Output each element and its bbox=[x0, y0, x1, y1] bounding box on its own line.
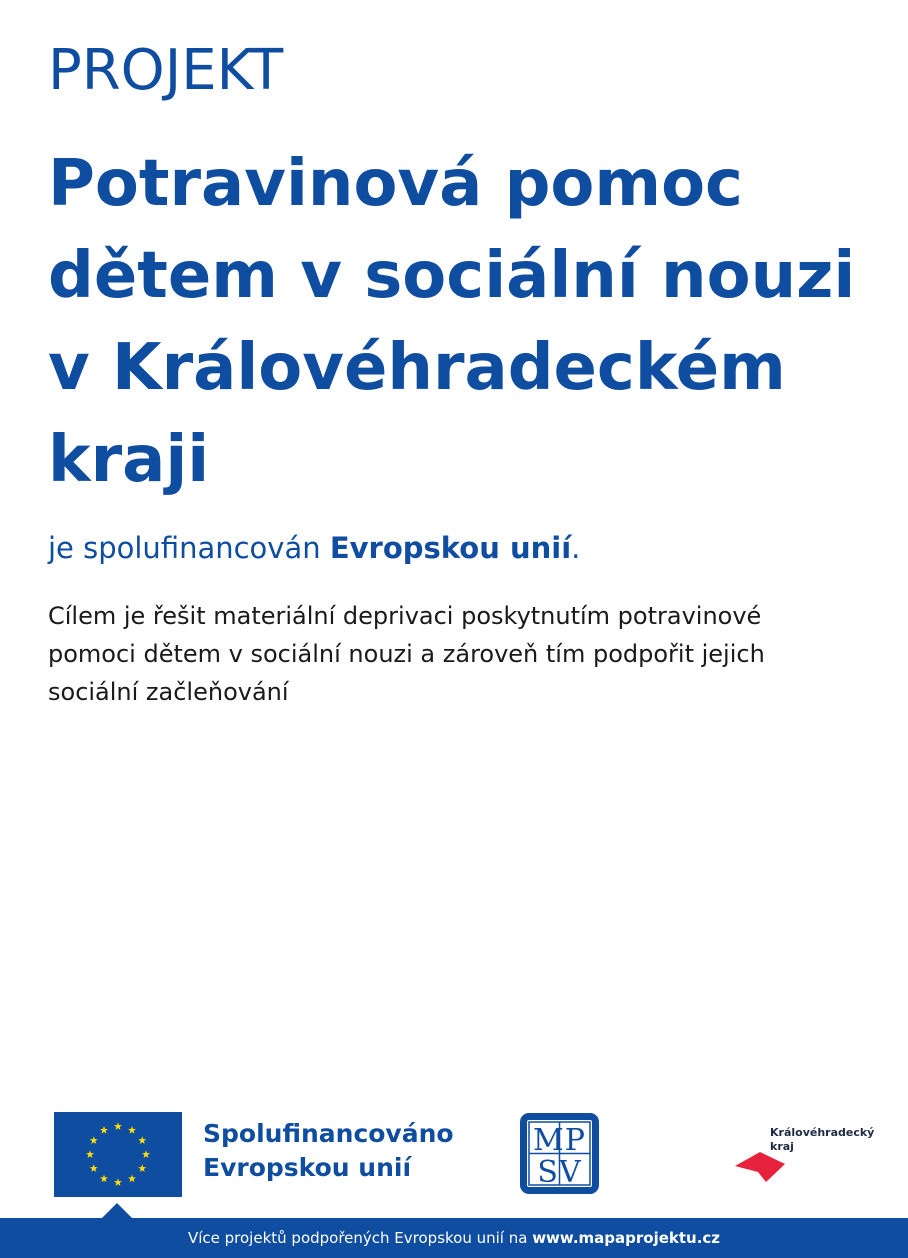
eu-star-icon bbox=[100, 1175, 108, 1183]
region-logo bbox=[734, 1126, 884, 1186]
eu-star-icon bbox=[138, 1164, 146, 1172]
eu-star-icon bbox=[90, 1136, 98, 1144]
eu-stars-icon bbox=[54, 1112, 182, 1197]
eu-star-icon bbox=[128, 1126, 136, 1134]
project-description: Cílem je řešit materiální deprivaci poskytnutím potravinové pomoci dětem v sociální nouzi a zároveň tím podpořit jejich sociální začleňování bbox=[48, 602, 765, 706]
subtitle-prefix: je spolufinancován bbox=[48, 531, 330, 565]
subtitle-suffix: . bbox=[571, 531, 581, 565]
eu-cofunded-line1: Spolufinancováno bbox=[203, 1119, 454, 1148]
mpsv-logo bbox=[519, 1112, 600, 1195]
eu-flag-logo bbox=[54, 1112, 182, 1197]
eu-star-icon bbox=[86, 1150, 94, 1158]
eu-star-icon bbox=[114, 1122, 122, 1130]
eu-star-icon bbox=[128, 1175, 136, 1183]
subtitle bbox=[48, 528, 580, 568]
region-logo-line1: Královéhradecký bbox=[770, 1126, 875, 1139]
eu-cofunded-line2: Evropskou unií bbox=[203, 1153, 412, 1182]
eu-star-icon bbox=[142, 1150, 150, 1158]
project-title: Potravinová pomoc dětem v sociální nouzi v Královéhradeckém kraji bbox=[48, 147, 856, 497]
eu-cofunded-text bbox=[203, 1117, 454, 1185]
mpsv-logo-bottom: SV bbox=[537, 1155, 582, 1190]
footer-notch bbox=[102, 1203, 132, 1218]
eu-star-icon bbox=[114, 1178, 122, 1186]
footer-url-link[interactable]: www.mapaprojektu.cz bbox=[532, 1229, 721, 1247]
project-eyebrow: PROJEKT bbox=[48, 38, 284, 103]
eu-star-icon bbox=[138, 1136, 146, 1144]
mpsv-logo-top: MP bbox=[533, 1123, 586, 1158]
footer-text: Více projektů podpořených Evropskou unií na bbox=[187, 1229, 533, 1247]
subtitle-emphasis: Evropskou unií bbox=[329, 531, 572, 565]
eu-star-icon bbox=[90, 1164, 98, 1172]
footer-bar bbox=[0, 1218, 908, 1258]
region-mark-icon bbox=[734, 1140, 786, 1184]
region-logo-line2: kraj bbox=[770, 1140, 794, 1153]
eu-star-icon bbox=[100, 1126, 108, 1134]
